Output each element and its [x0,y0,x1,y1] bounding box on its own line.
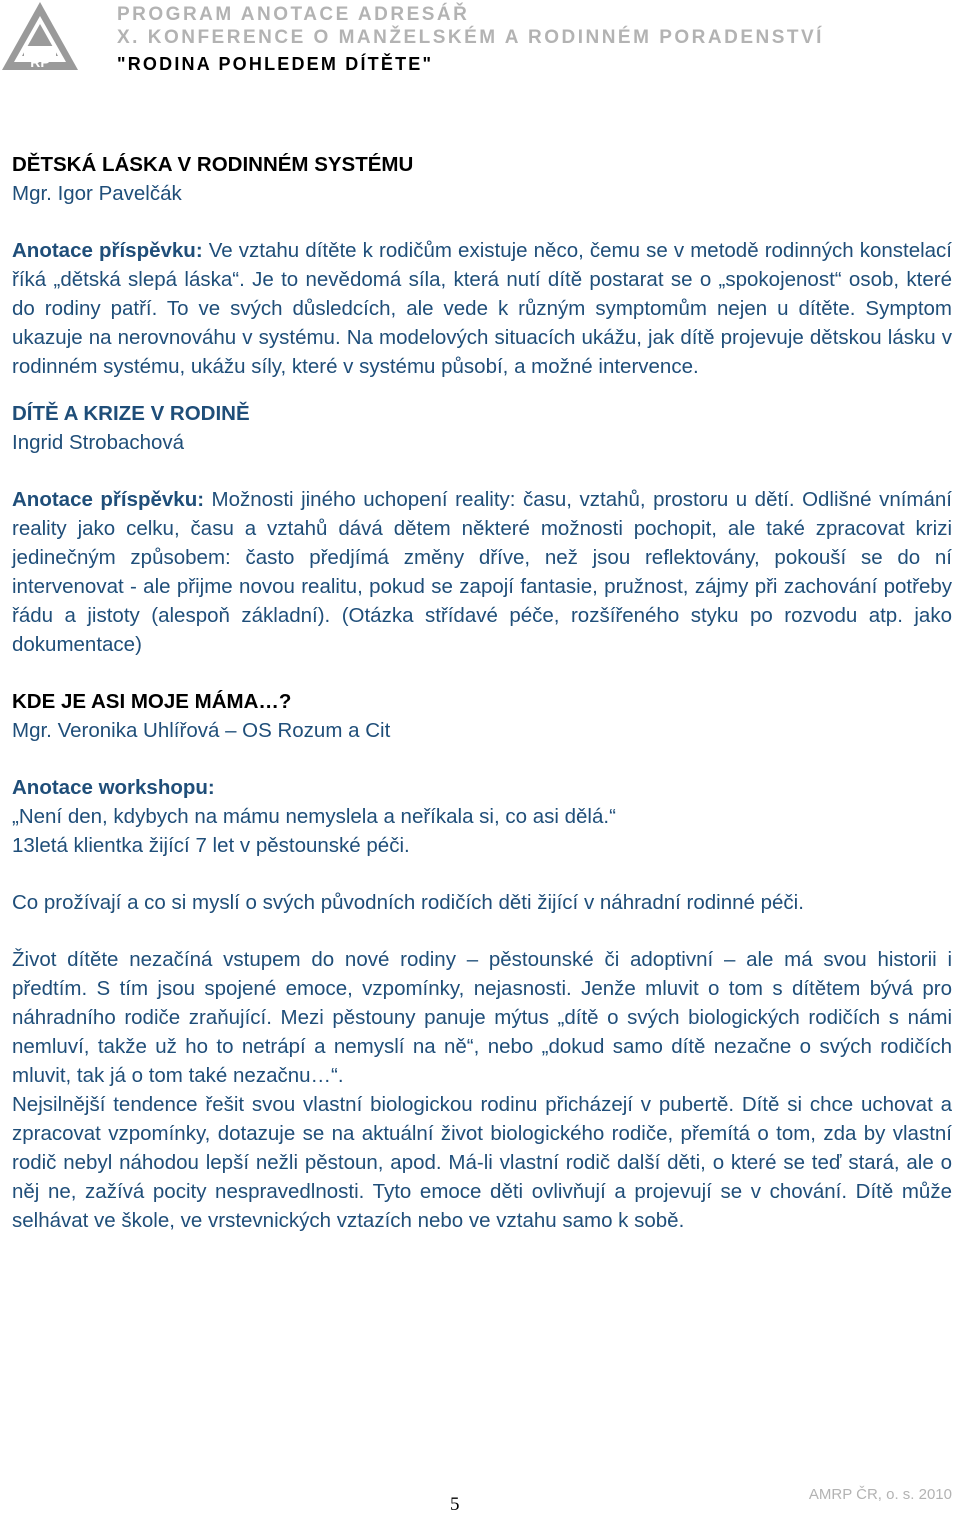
header-line-1: PROGRAM ANOTACE ADRESÁŘ [117,4,470,25]
document-body [12,150,952,1235]
section-dite-a-krize [12,399,952,659]
annotation-label: Anotace workshopu: [12,776,215,799]
annotation-label: Anotace příspěvku: [12,239,203,262]
section-title: KDE JE ASI MOJE MÁMA…? [12,690,292,713]
header-line-3: "RODINA POHLEDEM DÍTĚTE" [117,54,434,74]
footer-copyright: AMRP ČR, o. s. 2010 [808,1486,952,1503]
section-detska-laska [12,150,952,381]
section-author: Mgr. Veronika Uhlířová – OS Rozum a Cit [12,719,391,742]
header-line-2: X. KONFERENCE O MANŽELSKÉM A RODINNÉM PORADENSTVÍ [117,27,824,48]
section-annotation [12,236,952,381]
annotation-text: Možnosti jiného uchopení reality: času, vztahů, prostoru u dětí. Odlišné vnímání reality jako celku, času a vztahů dává dětem některé možnosti pochopit, ale také zpracovat krizi jedinečným způsobem: často předjímá změny dříve, než jsou reflektovány, pokouší se do ní intervenovat - ale přijme novou realitu, pokud se zapojí fantasie, pružnost, zájmy při zachování potřeby řádu a jistoty (alespoň základní). (Otázka střídavé péče, rozšířeného styku po rozvodu atp. jako dokumentace) [12,488,952,656]
section-title: DÍTĚ A KRIZE V RODINĚ [12,402,250,425]
section-title: DĚTSKÁ LÁSKA V RODINNÉM SYSTÉMU [12,153,414,176]
logo-triangle-icon [0,0,80,72]
section-kde-je-mama [12,687,952,1235]
quote-text: „Není den, kdybych na mámu nemyslela a neříkala si, co asi dělá.“ [12,805,616,828]
paragraph: Život dítěte nezačíná vstupem do nové rodiny – pěstounské či adoptivní – ale má svou historii i předtím. S tím jsou spojené emoce, vzpomínky, nejasnosti. Jenže mluvit o tom s dítětem bývá pro náhradního rodiče zraňující. Mezi pěstouny panuje mýtus „dítě o svých biologických rodičích s námi nemluví, takže už ho to netrápí a nemyslí na ně“, nebo „dokud samo dítě nezačne o svých rodičích mluvit, tak já o tom také nezačnu…“. [12,948,952,1087]
amrp-logo [0,0,80,72]
annotation-text: Ve vztahu dítěte k rodičům existuje něco, čemu se v metodě rodinných konstelací říká „dětská slepá láska“. Je to nevědomá síla, která nutí dítě postarat se o „spokojenost“ osob, které do rodiny patří. To ve svých důsledcích, ale vede k různým symptomům nejen u dítěte. Symptom ukazuje na nerovnováhu v systému. Na modelových situacích ukážu, jak dítě projevuje dětskou lásku v rodinném systému, ukážu síly, které v systému působí, a možné intervence. [12,239,952,378]
section-annotation [12,485,952,659]
annotation-label: Anotace příspěvku: [12,488,205,511]
paragraph: Co prožívají a co si myslí o svých původních rodičích děti žijící v náhradní rodinné péči. [12,891,804,914]
logo-text: RP [30,54,50,70]
section-author: Mgr. Igor Pavelčák [12,182,182,205]
page-number: 5 [450,1494,460,1515]
section-author: Ingrid Strobachová [12,431,185,454]
quote-source: 13letá klientka žijící 7 let v pěstounské péči. [12,834,410,857]
paragraph: Nejsilnější tendence řešit svou vlastní biologickou rodinu přicházejí v pubertě. Dítě si chce uchovat a zpracovat vzpomínky, dotazuje se na aktuální život biologického rodiče, přemítá o tom, zda by vlastní rodič nebyl náhodou lepší nežli pěstoun, apod. Má-li vlastní rodič další děti, o které se teď stará, ale o něj ne, zažívá pocity nespravedlnosti. Tyto emoce děti ovlivňují a projevují se v chování. Dítě může selhávat ve škole, ve vrstevnických vztazích nebo ve vztahu samo k sobě. [12,1093,952,1232]
